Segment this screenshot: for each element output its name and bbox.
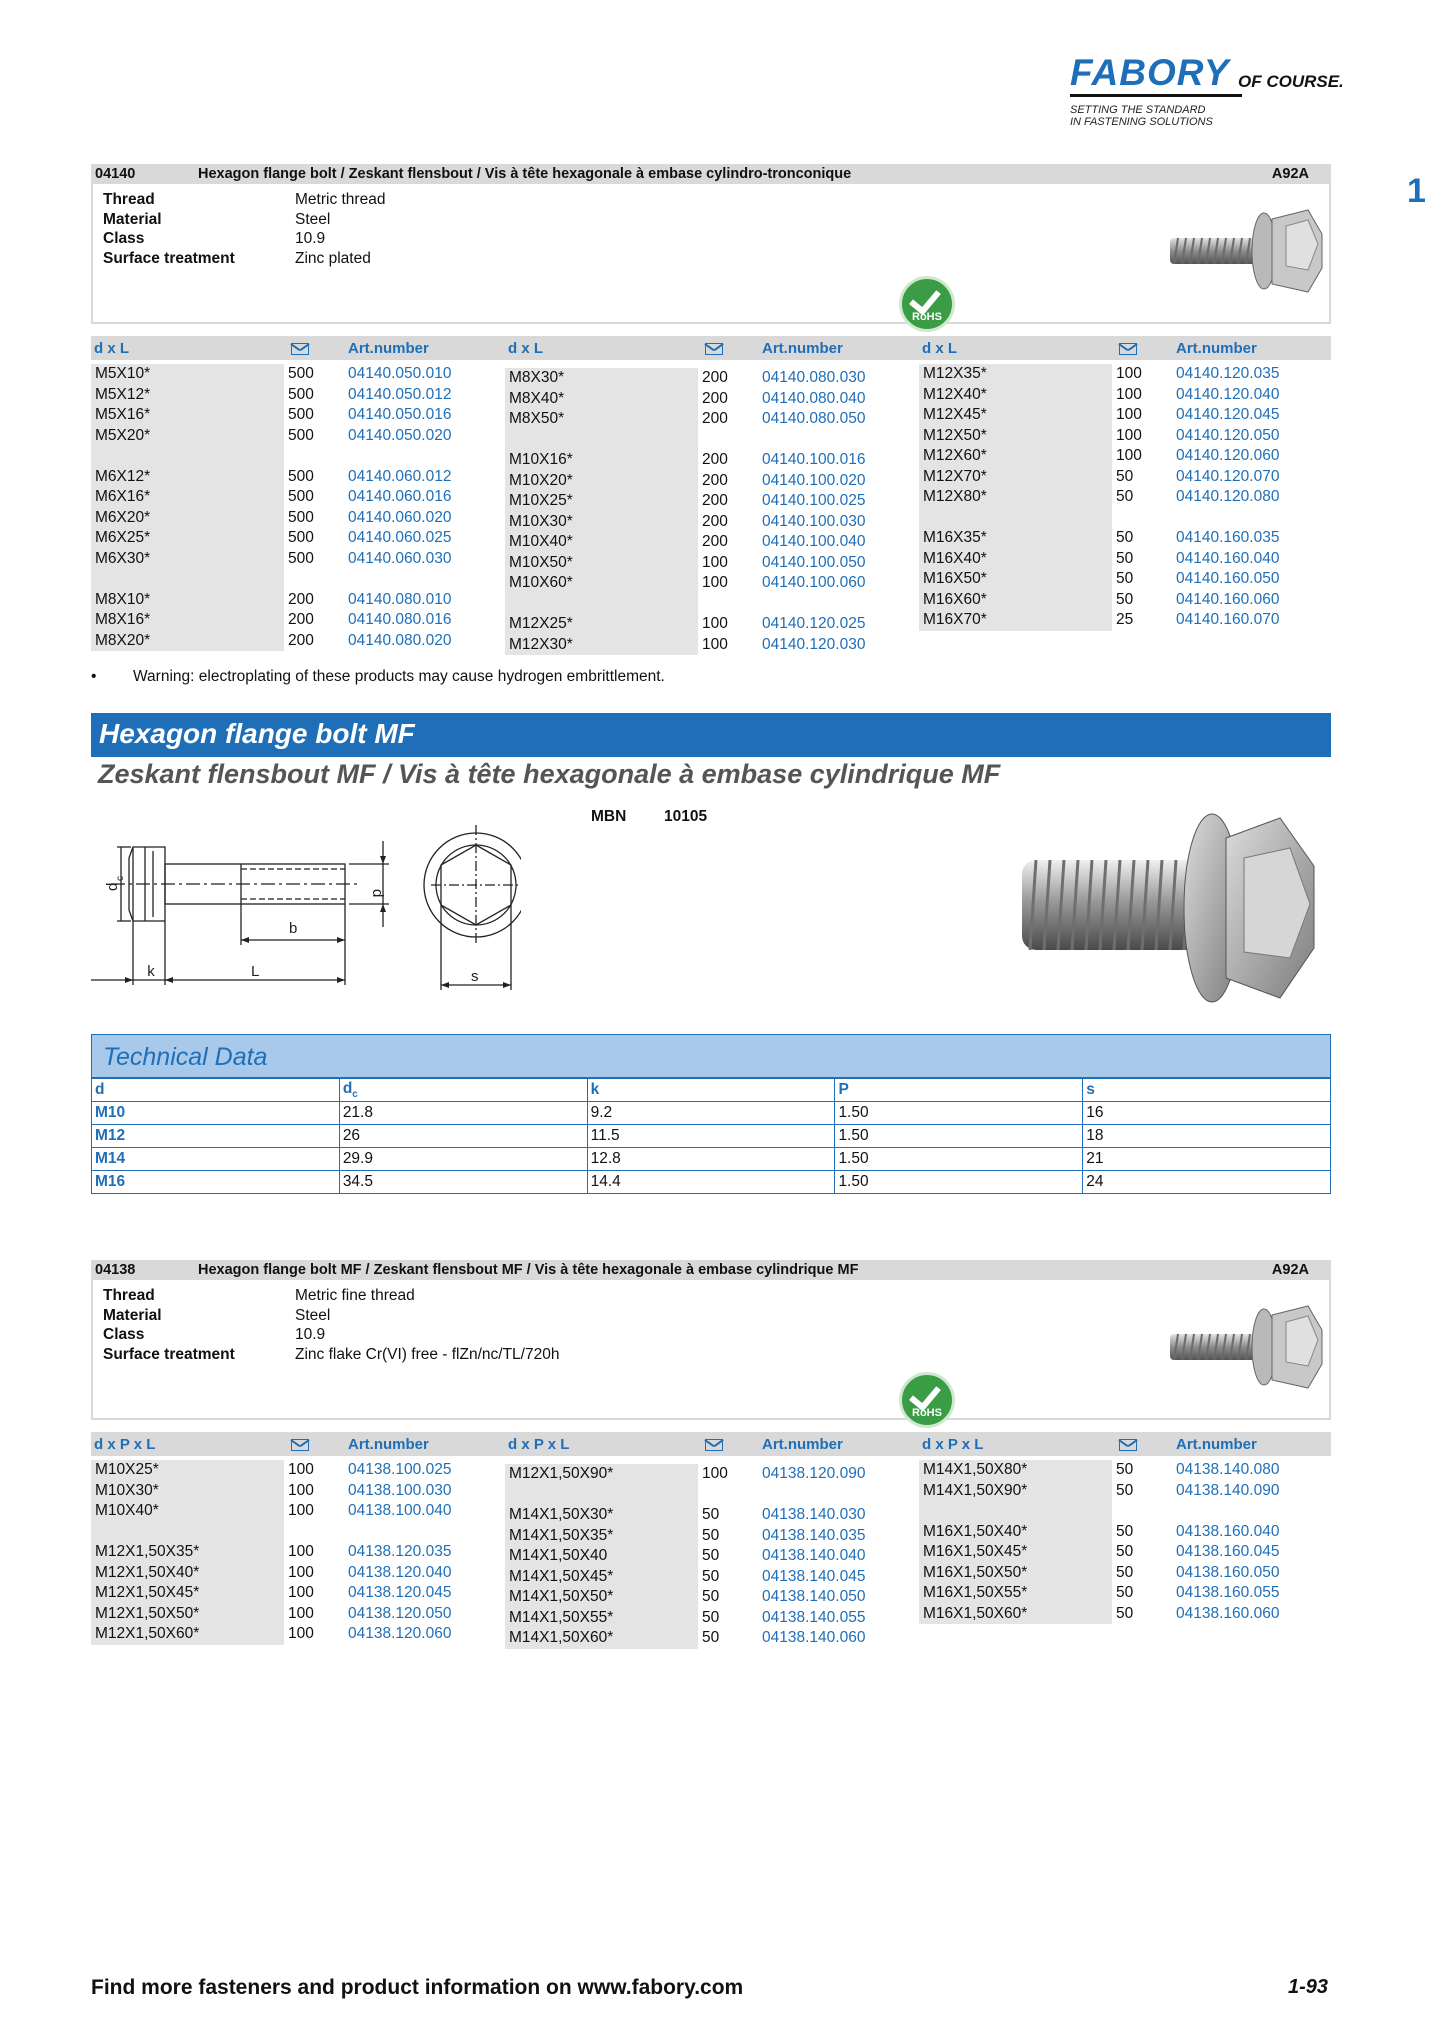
dimension-value: M12X70* bbox=[923, 467, 987, 485]
tech-col-dc-sub: c bbox=[352, 1089, 358, 1101]
dim-label-k: k bbox=[147, 963, 155, 980]
package-quantity: 500 bbox=[288, 467, 314, 485]
spec-list bbox=[103, 1286, 559, 1364]
package-quantity: 200 bbox=[702, 533, 728, 550]
dimension-value: M6X12* bbox=[95, 467, 151, 485]
dimension-value: M14X1,50X40 bbox=[509, 1547, 608, 1564]
article-number-link[interactable]: 04140.060.030 bbox=[348, 549, 452, 567]
rohs-badge bbox=[899, 1372, 955, 1428]
spec-value: 10.9 bbox=[295, 230, 326, 247]
package-quantity: 500 bbox=[288, 508, 314, 526]
dimension-value: M6X25* bbox=[95, 529, 151, 546]
package-quantity: 100 bbox=[288, 1543, 314, 1560]
table-cell: 26 bbox=[339, 1125, 587, 1148]
table-cell: 1.50 bbox=[835, 1125, 1083, 1148]
article-number-link[interactable]: 04138.160.045 bbox=[1176, 1543, 1280, 1560]
package-quantity: 50 bbox=[1116, 570, 1134, 587]
table-cell: 11.5 bbox=[587, 1125, 835, 1148]
table-cell: 16 bbox=[1083, 1102, 1331, 1125]
package-quantity: 100 bbox=[288, 1481, 314, 1499]
tech-col-dc bbox=[339, 1079, 587, 1102]
package-quantity: 50 bbox=[702, 1629, 720, 1646]
article-number-link[interactable]: 04140.100.020 bbox=[762, 471, 866, 489]
article-number-link[interactable]: 04140.050.010 bbox=[348, 365, 452, 382]
package-quantity: 100 bbox=[288, 1563, 314, 1581]
dimension-value: M10X30* bbox=[95, 1481, 159, 1499]
dimension-value: M12X1,50X90* bbox=[509, 1465, 614, 1482]
package-quantity: 100 bbox=[702, 615, 728, 632]
product-specs bbox=[91, 1280, 1331, 1420]
tech-col-p: P bbox=[835, 1079, 1083, 1102]
spec-label: Class bbox=[103, 230, 145, 247]
table-cell: 1.50 bbox=[835, 1102, 1083, 1125]
article-number-link[interactable]: 04140.100.016 bbox=[762, 451, 866, 468]
spec-label: Material bbox=[103, 1306, 162, 1324]
article-number-link[interactable]: 04140.050.020 bbox=[348, 426, 452, 444]
article-number-link[interactable]: 04138.120.045 bbox=[348, 1584, 452, 1601]
package-quantity: 50 bbox=[702, 1526, 720, 1544]
dim-label-s: s bbox=[471, 968, 479, 985]
spec-label: Class bbox=[103, 1326, 145, 1343]
col-header-dim: d x L bbox=[508, 340, 544, 357]
spec-label: Surface treatment bbox=[103, 249, 235, 267]
product-title: Hexagon flange bolt / Zeskant flensbout / Vis à tête hexagonale à embase cylindro-tronconique bbox=[198, 166, 852, 182]
spec-value: Zinc flake Cr(VI) free - flZn/nc/TL/720h bbox=[295, 1345, 560, 1363]
table-cell: 1.50 bbox=[835, 1148, 1083, 1171]
article-number-link[interactable]: 04140.160.070 bbox=[1176, 611, 1280, 628]
dimension-value: M14X1,50X55* bbox=[509, 1608, 614, 1626]
spec-value: Zinc plated bbox=[295, 249, 371, 267]
package-quantity: 100 bbox=[1116, 365, 1142, 382]
dimension-value: M5X10* bbox=[95, 365, 151, 382]
article-number-link[interactable]: 04140.120.060 bbox=[1176, 447, 1280, 464]
dimension-value: M10X20* bbox=[509, 471, 573, 489]
dimension-value: M10X25* bbox=[509, 492, 573, 509]
spec-label: Thread bbox=[103, 1287, 155, 1304]
dimension-value: M10X50* bbox=[509, 553, 573, 571]
article-number-link[interactable]: 04138.120.050 bbox=[348, 1604, 452, 1622]
table-cell: M10 bbox=[92, 1102, 340, 1125]
spec-value: Steel bbox=[295, 210, 331, 228]
article-number-link[interactable]: 04138.120.040 bbox=[348, 1563, 452, 1581]
article-number-link[interactable]: 04138.100.030 bbox=[348, 1481, 452, 1499]
package-quantity: 200 bbox=[702, 451, 728, 468]
table-row bbox=[92, 1125, 1331, 1148]
package-quantity: 50 bbox=[1116, 1481, 1134, 1499]
table-header-04140 bbox=[91, 336, 1331, 360]
article-number-link[interactable]: 04140.060.016 bbox=[348, 488, 452, 505]
product-standard: A92A bbox=[1271, 166, 1309, 182]
dim-label-dc-sub: c bbox=[115, 876, 126, 881]
dimension-value: M12X1,50X40* bbox=[95, 1563, 200, 1581]
technical-data-table bbox=[91, 1078, 1331, 1194]
package-quantity: 50 bbox=[1116, 488, 1134, 505]
package-quantity: 100 bbox=[288, 1461, 314, 1478]
article-number-link[interactable]: 04140.100.060 bbox=[762, 574, 866, 591]
product-header bbox=[91, 164, 1331, 184]
bolt-image bbox=[1168, 1300, 1323, 1390]
table-cell: 18 bbox=[1083, 1125, 1331, 1148]
dimension-value: M5X20* bbox=[95, 426, 151, 444]
dimension-value: M10X25* bbox=[95, 1461, 159, 1478]
product-block-04138 bbox=[91, 1260, 1331, 1420]
package-quantity: 50 bbox=[1116, 1543, 1134, 1560]
article-number-link[interactable]: 04140.080.010 bbox=[348, 590, 452, 608]
tech-col-s: s bbox=[1083, 1079, 1331, 1102]
warning-text: Warning: electroplating of these products may cause hydrogen embrittlement. bbox=[133, 668, 665, 685]
dimension-value: M10X40* bbox=[509, 533, 573, 550]
article-number-link[interactable]: 04140.100.050 bbox=[762, 553, 866, 571]
tech-col-k: k bbox=[587, 1079, 835, 1102]
package-quantity: 50 bbox=[1116, 1461, 1134, 1478]
package-quantity: 50 bbox=[702, 1506, 720, 1523]
article-number-link[interactable]: 04140.120.070 bbox=[1176, 467, 1280, 485]
logo-tagline bbox=[1070, 104, 1213, 128]
logo-underline bbox=[1070, 94, 1242, 97]
dimension-value: M12X35* bbox=[923, 365, 987, 382]
article-number-link[interactable]: 04140.080.030 bbox=[762, 369, 866, 386]
technical-data-header bbox=[91, 1034, 1331, 1078]
article-number-link[interactable]: 04138.140.055 bbox=[762, 1608, 866, 1626]
dimension-value: M12X1,50X60* bbox=[95, 1625, 200, 1642]
package-quantity: 100 bbox=[1116, 447, 1142, 464]
dimension-value: M12X1,50X50* bbox=[95, 1604, 200, 1622]
dimension-value: M6X16* bbox=[95, 488, 151, 505]
article-number-link[interactable]: 04140.100.025 bbox=[762, 492, 866, 509]
envelope-icon bbox=[705, 1439, 723, 1451]
col-header-art: Art.number bbox=[762, 1436, 843, 1453]
dim-label-d: d bbox=[369, 889, 386, 898]
product-code: 04138 bbox=[95, 1262, 136, 1278]
dimension-value: M12X50* bbox=[923, 426, 987, 444]
dimension-value: M8X30* bbox=[509, 369, 565, 386]
dimension-value: M14X1,50X30* bbox=[509, 1506, 614, 1523]
col-header-dim: d x P x L bbox=[922, 1436, 984, 1453]
col-header-dim: d x P x L bbox=[508, 1436, 570, 1453]
article-number-link[interactable]: 04138.140.090 bbox=[1176, 1481, 1280, 1499]
table-cell: 12.8 bbox=[587, 1148, 835, 1171]
package-quantity: 100 bbox=[702, 574, 728, 591]
package-quantity: 500 bbox=[288, 426, 314, 444]
rohs-badge bbox=[899, 276, 955, 332]
article-number-link[interactable]: 04140.160.060 bbox=[1176, 590, 1280, 608]
package-quantity: 50 bbox=[1116, 549, 1134, 567]
article-number-link[interactable]: 04138.120.090 bbox=[762, 1465, 866, 1482]
logo-tagline-1: SETTING THE STANDARD bbox=[1070, 104, 1206, 116]
spec-label: Material bbox=[103, 210, 162, 228]
package-quantity: 200 bbox=[702, 471, 728, 489]
package-quantity: 100 bbox=[1116, 406, 1142, 423]
dimension-value: M14X1,50X50* bbox=[509, 1588, 614, 1605]
article-number-link[interactable]: 04138.140.030 bbox=[762, 1506, 866, 1523]
bullet: • bbox=[91, 668, 97, 685]
package-quantity: 50 bbox=[1116, 1522, 1134, 1540]
article-number-link[interactable]: 04140.120.040 bbox=[1176, 385, 1280, 403]
bolt-photo bbox=[1012, 808, 1322, 1008]
package-quantity: 200 bbox=[288, 611, 314, 628]
dimension-value: M16X1,50X60* bbox=[923, 1604, 1028, 1622]
dimension-value: M6X20* bbox=[95, 508, 151, 526]
table-cell: M12 bbox=[92, 1125, 340, 1148]
article-number-link[interactable]: 04140.100.040 bbox=[762, 533, 866, 550]
chapter-number: 1 bbox=[1407, 172, 1426, 210]
table-cell: 24 bbox=[1083, 1171, 1331, 1194]
section-title: Hexagon flange bolt MF bbox=[99, 718, 415, 749]
article-number-link[interactable]: 04138.140.045 bbox=[762, 1567, 866, 1585]
article-number-link[interactable]: 04140.080.050 bbox=[762, 410, 866, 427]
article-number-link[interactable]: 04140.100.030 bbox=[762, 512, 866, 530]
product-standard: A92A bbox=[1271, 1262, 1309, 1278]
package-quantity: 200 bbox=[702, 389, 728, 407]
dimension-value: M16X1,50X55* bbox=[923, 1584, 1028, 1601]
spec-label: Thread bbox=[103, 191, 155, 208]
footer-text: Find more fasteners and product information on www.fabory.com bbox=[91, 1976, 744, 1999]
article-number-link[interactable]: 04138.160.040 bbox=[1176, 1522, 1280, 1540]
spec-value: Metric fine thread bbox=[295, 1287, 415, 1304]
dimension-value: M10X30* bbox=[509, 512, 573, 530]
dimension-value: M16X40* bbox=[923, 549, 987, 567]
table-cell: 34.5 bbox=[339, 1171, 587, 1194]
technical-data-title: Technical Data bbox=[103, 1043, 268, 1071]
tech-col-dc-label: d bbox=[342, 1079, 353, 1097]
article-number-link[interactable]: 04140.120.035 bbox=[1176, 365, 1280, 382]
table-cell: 9.2 bbox=[587, 1102, 835, 1125]
package-quantity: 100 bbox=[702, 1465, 728, 1482]
package-quantity: 25 bbox=[1116, 611, 1134, 628]
article-number-link[interactable]: 04138.140.060 bbox=[762, 1629, 866, 1646]
article-number-link[interactable]: 04140.050.012 bbox=[348, 385, 452, 403]
logo-slogan: OF COURSE. bbox=[1238, 72, 1344, 91]
article-number-link[interactable]: 04140.080.016 bbox=[348, 611, 452, 628]
article-number-link[interactable]: 04138.140.080 bbox=[1176, 1461, 1280, 1478]
dimension-value: M16X70* bbox=[923, 611, 987, 628]
mbn-label: MBN bbox=[591, 808, 627, 825]
package-quantity: 50 bbox=[1116, 529, 1134, 546]
dimension-value: M12X1,50X35* bbox=[95, 1543, 200, 1560]
article-number-link[interactable]: 04138.160.055 bbox=[1176, 1584, 1280, 1601]
dimension-value: M12X40* bbox=[923, 385, 987, 403]
package-quantity: 50 bbox=[1116, 1584, 1134, 1601]
dimension-value: M12X60* bbox=[923, 447, 987, 464]
table-row bbox=[92, 1102, 1331, 1125]
product-title: Hexagon flange bolt MF / Zeskant flensbout MF / Vis à tête hexagonale à embase cylindrique MF bbox=[198, 1262, 859, 1278]
col-header-art: Art.number bbox=[1176, 340, 1257, 357]
dimension-value: M16X60* bbox=[923, 590, 987, 608]
article-number-link[interactable]: 04140.120.045 bbox=[1176, 406, 1280, 423]
package-quantity: 50 bbox=[702, 1567, 720, 1585]
dimension-value: M14X1,50X45* bbox=[509, 1567, 614, 1585]
article-number-link[interactable]: 04140.160.035 bbox=[1176, 529, 1280, 546]
table-cell: M16 bbox=[92, 1171, 340, 1194]
dimension-value: M8X50* bbox=[509, 410, 565, 427]
package-quantity: 50 bbox=[1116, 1604, 1134, 1622]
package-quantity: 100 bbox=[288, 1604, 314, 1622]
article-number-link[interactable]: 04140.120.050 bbox=[1176, 426, 1280, 444]
product-specs bbox=[91, 184, 1331, 324]
article-number-link[interactable]: 04138.140.040 bbox=[762, 1547, 866, 1564]
technical-drawing bbox=[91, 815, 521, 995]
article-number-link[interactable]: 04140.060.020 bbox=[348, 508, 452, 526]
package-quantity: 500 bbox=[288, 529, 314, 546]
package-quantity: 100 bbox=[702, 553, 728, 571]
envelope-icon bbox=[1119, 343, 1137, 355]
table-cell: 21 bbox=[1083, 1148, 1331, 1171]
package-quantity: 50 bbox=[702, 1608, 720, 1626]
col-header-dim: d x P x L bbox=[94, 1436, 156, 1453]
dimension-value: M10X60* bbox=[509, 574, 573, 591]
package-quantity: 500 bbox=[288, 549, 314, 567]
article-number-link[interactable]: 04138.100.040 bbox=[348, 1502, 452, 1519]
dimension-value: M12X1,50X45* bbox=[95, 1584, 200, 1601]
section-title-band bbox=[91, 713, 1331, 757]
article-number-link[interactable]: 04138.140.050 bbox=[762, 1588, 866, 1605]
article-number-link[interactable]: 04140.060.012 bbox=[348, 467, 452, 485]
package-quantity: 100 bbox=[288, 1502, 314, 1519]
spec-list bbox=[103, 190, 385, 268]
package-quantity: 100 bbox=[1116, 426, 1142, 444]
article-number-link[interactable]: 04140.050.016 bbox=[348, 406, 452, 423]
dimension-value: M14X1,50X80* bbox=[923, 1461, 1028, 1478]
technical-data-header-row bbox=[92, 1079, 1331, 1102]
dimension-value: M8X20* bbox=[95, 631, 151, 649]
article-number-link[interactable]: 04138.140.035 bbox=[762, 1526, 866, 1544]
product-code: 04140 bbox=[95, 166, 136, 182]
dim-label-dc: d bbox=[104, 882, 121, 891]
dimension-value: M5X16* bbox=[95, 406, 151, 423]
dimension-value: M12X45* bbox=[923, 406, 987, 423]
envelope-icon bbox=[1119, 1439, 1137, 1451]
package-quantity: 500 bbox=[288, 488, 314, 505]
col-header-art: Art.number bbox=[1176, 1436, 1257, 1453]
dimension-value: M5X12* bbox=[95, 385, 151, 403]
dim-label-b: b bbox=[289, 920, 298, 937]
article-number-link[interactable]: 04138.100.025 bbox=[348, 1461, 452, 1478]
dimension-value: M14X1,50X90* bbox=[923, 1481, 1028, 1499]
dimension-value: M8X16* bbox=[95, 611, 151, 628]
dim-label-L: L bbox=[251, 963, 260, 980]
spec-value: Metric thread bbox=[295, 191, 386, 208]
article-number-link[interactable]: 04140.080.040 bbox=[762, 389, 866, 407]
dimension-value: M8X40* bbox=[509, 389, 565, 407]
tech-col-d: d bbox=[92, 1079, 340, 1102]
package-quantity: 200 bbox=[702, 492, 728, 509]
package-quantity: 200 bbox=[288, 590, 314, 608]
article-number-link[interactable]: 04140.060.025 bbox=[348, 529, 452, 546]
package-quantity: 100 bbox=[288, 1625, 314, 1642]
table-cell: 14.4 bbox=[587, 1171, 835, 1194]
article-number-link[interactable]: 04140.080.020 bbox=[348, 631, 452, 649]
dimension-value: M10X40* bbox=[95, 1502, 159, 1519]
section-subtitle: Zeskant flensbout MF / Vis à tête hexagonale à embase cylindrique MF bbox=[98, 759, 1001, 789]
fabory-logo bbox=[1060, 52, 1350, 132]
package-quantity: 200 bbox=[288, 631, 314, 649]
envelope-icon bbox=[705, 343, 723, 355]
dimension-value: M14X1,50X35* bbox=[509, 1526, 614, 1544]
package-quantity: 50 bbox=[1116, 590, 1134, 608]
article-number-link[interactable]: 04138.160.050 bbox=[1176, 1563, 1280, 1581]
col-header-dim: d x L bbox=[94, 340, 130, 357]
envelope-icon bbox=[291, 1439, 309, 1451]
table-row bbox=[92, 1148, 1331, 1171]
dimension-value: M12X30* bbox=[509, 635, 573, 653]
dimension-value: M16X1,50X40* bbox=[923, 1522, 1028, 1540]
package-quantity: 200 bbox=[702, 512, 728, 530]
table-cell: 29.9 bbox=[339, 1148, 587, 1171]
col-header-art: Art.number bbox=[762, 340, 843, 357]
mbn-value: 10105 bbox=[664, 808, 708, 825]
package-quantity: 50 bbox=[1116, 1563, 1134, 1581]
spec-value: Steel bbox=[295, 1306, 331, 1324]
article-number-link[interactable]: 04138.160.060 bbox=[1176, 1604, 1280, 1622]
spec-value: 10.9 bbox=[295, 1326, 326, 1343]
package-quantity: 200 bbox=[702, 410, 728, 427]
rohs-label: RoHS bbox=[912, 1407, 942, 1419]
dimension-value: M14X1,50X60* bbox=[509, 1629, 614, 1646]
dimension-value: M8X10* bbox=[95, 590, 151, 608]
dimension-value: M16X35* bbox=[923, 529, 987, 546]
package-quantity: 100 bbox=[288, 1584, 314, 1601]
article-number-link[interactable]: 04138.120.060 bbox=[348, 1625, 452, 1642]
package-quantity: 50 bbox=[1116, 467, 1134, 485]
dimension-value: M12X25* bbox=[509, 615, 573, 632]
rohs-label: RoHS bbox=[912, 311, 942, 323]
page-number: 1-93 bbox=[1288, 1976, 1329, 1998]
package-quantity: 100 bbox=[702, 635, 728, 653]
package-quantity: 50 bbox=[702, 1588, 720, 1605]
dimension-value: M16X1,50X45* bbox=[923, 1543, 1028, 1560]
package-quantity: 200 bbox=[702, 369, 728, 386]
dimension-value: M16X1,50X50* bbox=[923, 1563, 1028, 1581]
dimension-value: M12X80* bbox=[923, 488, 987, 505]
dimension-value: M6X30* bbox=[95, 549, 151, 567]
product-header bbox=[91, 1260, 1331, 1280]
col-header-art: Art.number bbox=[348, 1436, 429, 1453]
table-cell: 21.8 bbox=[339, 1102, 587, 1125]
article-number-link[interactable]: 04140.160.040 bbox=[1176, 549, 1280, 567]
col-header-dim: d x L bbox=[922, 340, 958, 357]
spec-label: Surface treatment bbox=[103, 1345, 235, 1363]
table-header-04138 bbox=[91, 1432, 1331, 1456]
article-number-link[interactable]: 04140.120.080 bbox=[1176, 488, 1280, 505]
table-cell: M14 bbox=[92, 1148, 340, 1171]
package-quantity: 500 bbox=[288, 365, 314, 382]
logo-name: FABORY bbox=[1070, 52, 1230, 93]
table-cell: 1.50 bbox=[835, 1171, 1083, 1194]
bolt-image bbox=[1168, 204, 1323, 294]
article-number-link[interactable]: 04140.160.050 bbox=[1176, 570, 1280, 587]
product-block-04140 bbox=[91, 164, 1331, 324]
package-quantity: 500 bbox=[288, 406, 314, 423]
article-number-link[interactable]: 04140.120.030 bbox=[762, 635, 866, 653]
dimension-value: M10X16* bbox=[509, 451, 573, 468]
article-number-link[interactable]: 04140.120.025 bbox=[762, 615, 866, 632]
col-header-art: Art.number bbox=[348, 340, 429, 357]
article-number-link[interactable]: 04138.120.035 bbox=[348, 1543, 452, 1560]
package-quantity: 50 bbox=[702, 1547, 720, 1564]
package-quantity: 500 bbox=[288, 385, 314, 403]
package-quantity: 100 bbox=[1116, 385, 1142, 403]
envelope-icon bbox=[291, 343, 309, 355]
logo-tagline-2: IN FASTENING SOLUTIONS bbox=[1070, 116, 1213, 128]
table-row bbox=[92, 1171, 1331, 1194]
dimension-value: M16X50* bbox=[923, 570, 987, 587]
